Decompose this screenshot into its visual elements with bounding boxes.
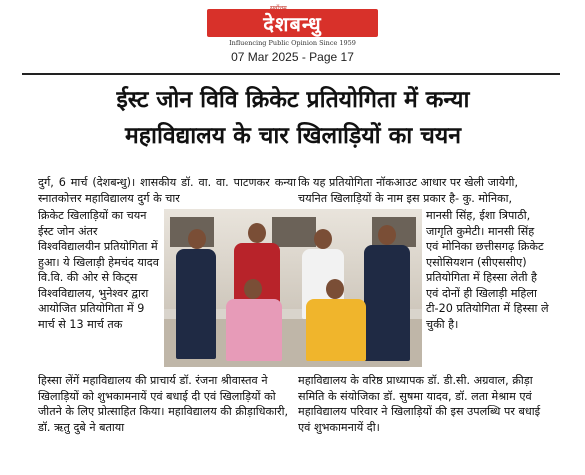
headline-line-1: ईस्ट जोन विवि क्रिकेट प्रतियोगिता में कन्या [116,87,470,113]
player-figure [176,249,216,359]
teacher-head [326,279,344,299]
article-paragraph-right-bottom: महाविद्यालय के वरिष्ठ प्राध्यापक डॉ. डी.सी. अग्रवाल, क्रीड़ा समिति के संयोजिका डॉ. सुषमा यादव, डॉ. लता मेश्राम एवं महाविद्यालय परिवार ने खिलाड़ियों की इस उपलब्धि पर बधाई एवं शुभकामनायें दी। [298,374,541,434]
article-right-top [298,175,550,206]
headline-line-2: महाविद्यालय के चार खिलाड़ियों का चयन [125,123,461,149]
dateline: 07 Mar 2025 - Page 17 [231,50,354,64]
article-paragraph-left-bottom: हिस्सा लेंगें महाविद्यालय की प्राचार्य डॉ. रंजना श्रीवास्तव ने खिलाड़ियों को शुभकामनायें एवं बधाई दी एवं खिलाड़ियों को जीतने के लिए प्रोत्साहित किया। महाविद्यालय की क्रीड़ाधिकारी, डॉ. ऋतु दुबे ने बताया [38,374,289,434]
article-paragraph-right-top: कि यह प्रतियोगिता नॉकआउट आधार पर खेली जायेगी, चयनित खिलाड़ियों के नाम इस प्रकार है- कु. मोनिका, [298,176,519,205]
principal-figure [226,299,282,361]
player-head [378,225,396,245]
player-figure [364,245,410,361]
article-right-bottom [298,373,550,435]
article-right-narrow [426,208,550,332]
masthead-tagline: Influencing Public Opinion Since 1959 [229,39,356,47]
article-left-narrow [38,208,162,332]
headline [30,82,556,154]
divider-rule [22,73,560,75]
team-photo [164,209,422,367]
teacher-figure [306,299,366,361]
article-left-top [38,175,296,206]
player-head [314,229,332,249]
photo-window [272,217,316,247]
player-head [188,229,206,249]
article-paragraph-intro: दुर्ग, 6 मार्च (देशबन्धु)। शासकीय डॉ. वा. वा. पाटणकर कन्या स्नातकोत्तर महाविद्यालय दुर्ग के चार [38,176,296,205]
newspaper-logo: देशबन्धु [207,9,378,37]
principal-head [244,279,262,299]
player-head [248,223,266,243]
masthead [0,0,585,46]
article-paragraph-right-narrow: मानसी सिंह, ईशा त्रिपाठी, जागृति कुमेटी। मानसी सिंह एवं मोनिका छत्तीसगढ़ क्रिकेट एसोसियशन (सीएससीए) प्रतियोगिता में हिस्सा लेती है एवं दोनों ही खिलाड़ी महिला टी-20 प्रतियोगिता में हिस्सा ले चुकी है। [426,209,549,331]
article-left-bottom [38,373,296,435]
article-paragraph-left-narrow: क्रिकेट खिलाड़ियों का चयन ईस्ट जोन अंतर विश्वविद्यालयीन प्रतियोगिता में हुआ। ये खिलाड़ी हेमचंद यादव वि.वि. की ओर से किट्स विश्वविद्यालय, भुनेश्वर द्वारा आयोजित प्रतियोगिता में 9 मार्च से 13 मार्च तक [38,209,159,331]
